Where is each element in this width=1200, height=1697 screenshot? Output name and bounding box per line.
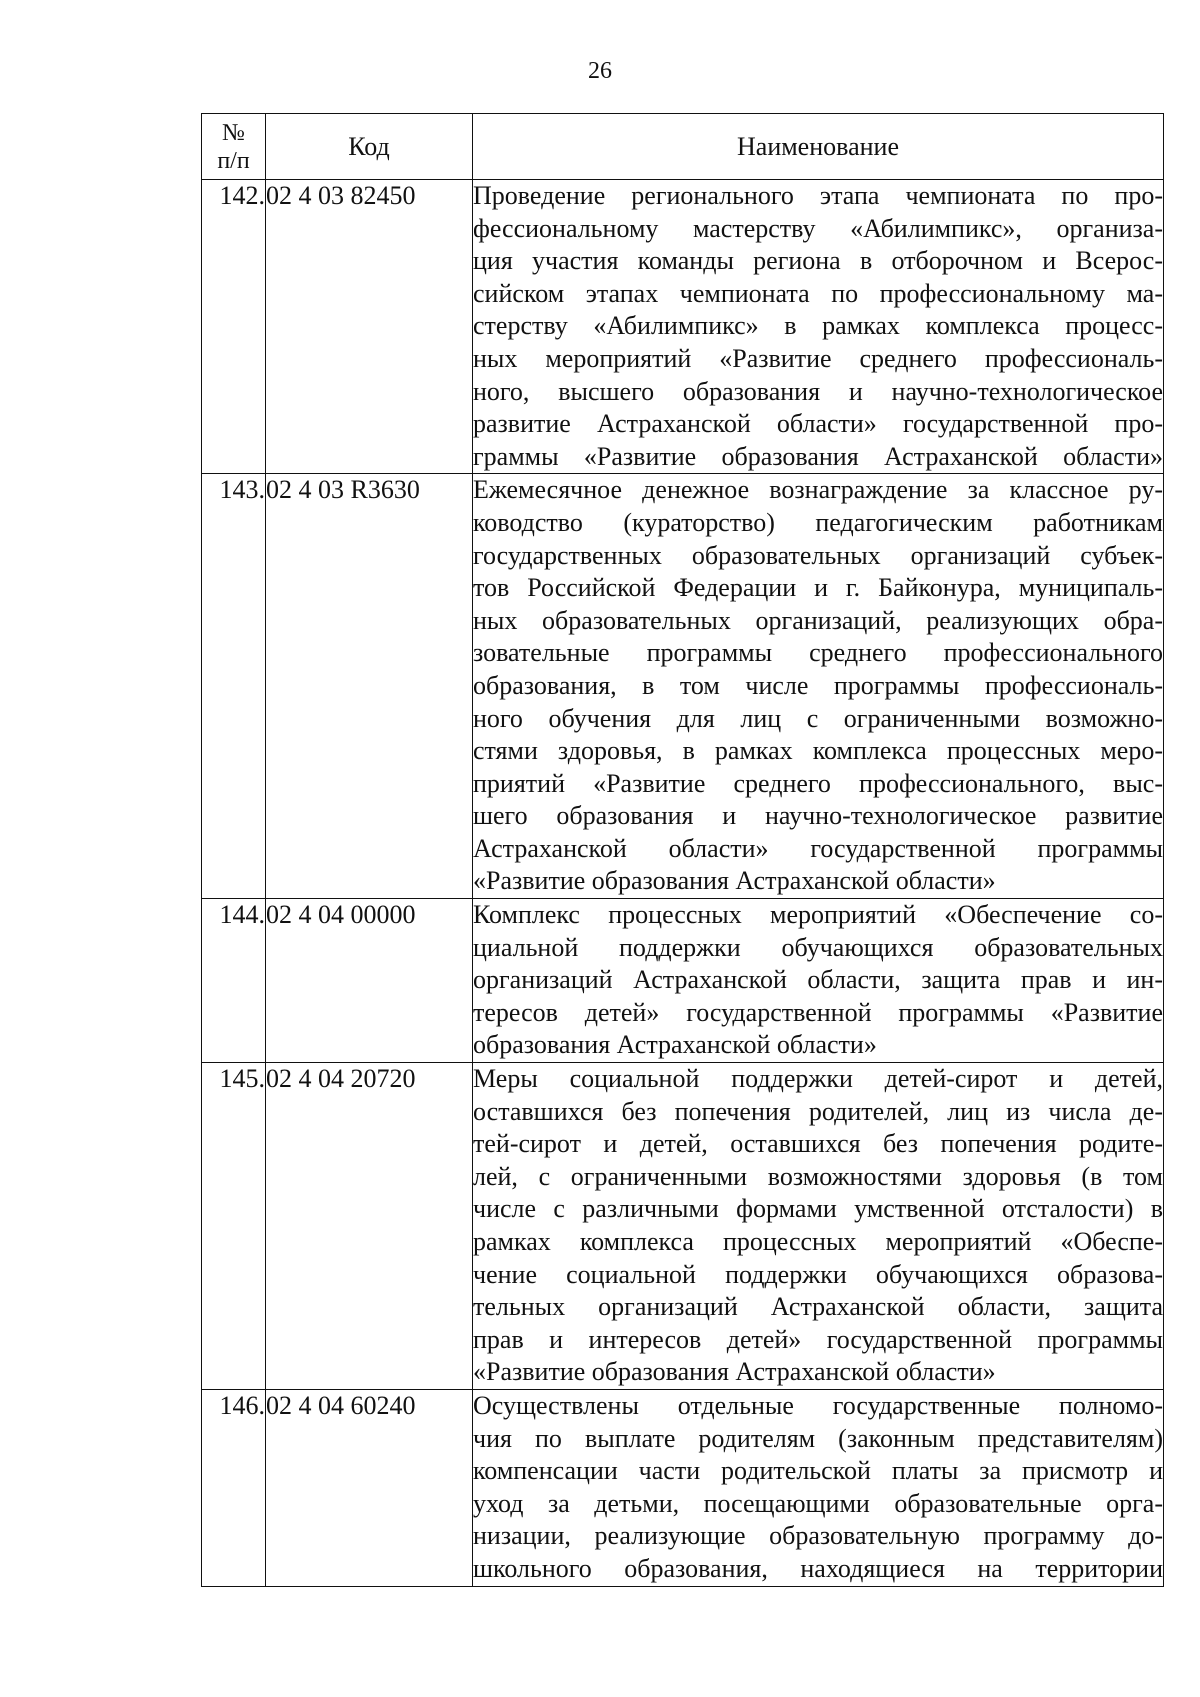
row-name-line: ного, высшего образования и научно-технологическое <box>473 376 1163 406</box>
row-name-line: Меры социальной поддержки детей-сирот и детей, <box>473 1064 1163 1094</box>
row-name-line: зовательные программы среднего профессионального <box>473 638 1163 668</box>
row-name-line: стями здоровья, в рамках комплекса процессных меро- <box>473 736 1163 766</box>
row-name-line: ных мероприятий «Развитие среднего профессиональ- <box>473 343 1163 373</box>
row-number: 146. <box>202 1389 266 1586</box>
row-name-line: Осуществлены отдельные государственные полномо- <box>473 1390 1163 1420</box>
row-name-line: циальной поддержки обучающихся образовательных <box>473 932 1163 962</box>
table-row <box>202 180 1164 474</box>
row-name <box>473 1063 1164 1390</box>
row-number: 145. <box>202 1063 266 1390</box>
row-name-line: ция участия команды региона в отборочном и Всерос- <box>473 246 1163 276</box>
row-name-line: Ежемесячное денежное вознаграждение за классное ру- <box>473 475 1163 505</box>
row-number: 143. <box>202 474 266 899</box>
row-name-line: уход за детьми, посещающими образовательные орга- <box>473 1488 1163 1518</box>
header-code: Код <box>266 114 473 180</box>
row-name-line: тересов детей» государственной программы «Развитие <box>473 997 1163 1027</box>
row-name-line: стерству «Абилимпикс» в рамках комплекса процесс- <box>473 311 1163 341</box>
table-row <box>202 1389 1164 1586</box>
row-name <box>473 899 1164 1063</box>
row-name-line: чение социальной поддержки обучающихся образова- <box>473 1259 1163 1289</box>
header-name: Наименование <box>473 114 1164 180</box>
row-name <box>473 1389 1164 1586</box>
row-name-line: организаций Астраханской области, защита прав и ин- <box>473 965 1163 995</box>
row-name-line: государственных образовательных организаций субъек- <box>473 540 1163 570</box>
table-row <box>202 1063 1164 1390</box>
row-name-line: фессиональному мастерству «Абилимпикс», организа- <box>473 213 1163 243</box>
table-header-row <box>202 114 1164 180</box>
row-name-line: приятий «Развитие среднего профессионального, выс- <box>473 768 1163 798</box>
row-name-line: чия по выплате родителям (законным представителям) <box>473 1423 1163 1453</box>
row-name-line: прав и интересов детей» государственной программы <box>473 1324 1163 1354</box>
row-name-line: ководство (кураторство) педагогическим работникам <box>473 507 1163 537</box>
row-name-line: Комплекс процессных мероприятий «Обеспечение со- <box>473 900 1163 930</box>
classification-table <box>201 113 1164 1587</box>
row-name-line: образования Астраханской области» <box>473 1030 877 1060</box>
row-number: 142. <box>202 180 266 474</box>
header-number <box>202 114 266 180</box>
row-name-line: лей, с ограниченными возможностями здоровья (в том <box>473 1161 1163 1191</box>
row-name-line: числе с различными формами умственной отсталости) в <box>473 1194 1163 1224</box>
row-name-line: граммы «Развитие образования Астраханской области» <box>473 441 1163 471</box>
row-name-line: Астраханской области» государственной программы <box>473 833 1163 863</box>
row-name-line: компенсации части родительской платы за присмотр и <box>473 1456 1163 1486</box>
row-name-line: шего образования и научно-технологическое развитие <box>473 801 1163 831</box>
row-name-line: школьного образования, находящиеся на территории <box>473 1553 1163 1583</box>
row-code: 02 4 04 00000 <box>266 899 473 1063</box>
row-name-line: оставшихся без попечения родителей, лиц из числа де- <box>473 1096 1163 1126</box>
row-name-line: ного обучения для лиц с ограниченными возможно- <box>473 703 1163 733</box>
table-row <box>202 474 1164 899</box>
table-row <box>202 899 1164 1063</box>
row-code: 02 4 04 20720 <box>266 1063 473 1390</box>
row-name-line: ных образовательных организаций, реализующих обра- <box>473 605 1163 635</box>
row-code: 02 4 04 60240 <box>266 1389 473 1586</box>
header-number-sign: № <box>222 119 245 146</box>
row-name <box>473 474 1164 899</box>
page-number: 26 <box>588 58 612 84</box>
row-name-line: тей-сирот и детей, оставшихся без попечения родите- <box>473 1129 1163 1159</box>
row-name <box>473 180 1164 474</box>
row-name-line: низации, реализующие образовательную программу до- <box>473 1521 1163 1551</box>
row-name-line: сийском этапах чемпионата по профессиональному ма- <box>473 278 1163 308</box>
row-code: 02 4 03 82450 <box>266 180 473 474</box>
row-name-line: Проведение регионального этапа чемпионата по про- <box>473 181 1163 210</box>
row-name-line: тельных организаций Астраханской области, защита <box>473 1292 1163 1322</box>
row-code: 02 4 03 R3630 <box>266 474 473 899</box>
row-name-line: рамках комплекса процессных мероприятий «Обеспе- <box>473 1227 1163 1256</box>
row-name-line: «Развитие образования Астраханской области» <box>473 866 996 896</box>
row-name-line: развитие Астраханской области» государственной про- <box>473 409 1163 439</box>
header-number-abbr: п/п <box>217 147 250 174</box>
row-number: 144. <box>202 899 266 1063</box>
row-name-line: «Развитие образования Астраханской области» <box>473 1357 996 1387</box>
row-name-line: образования, в том числе программы профессиональ- <box>473 670 1163 700</box>
row-name-line: тов Российской Федерации и г. Байконура, муниципаль- <box>473 573 1163 603</box>
